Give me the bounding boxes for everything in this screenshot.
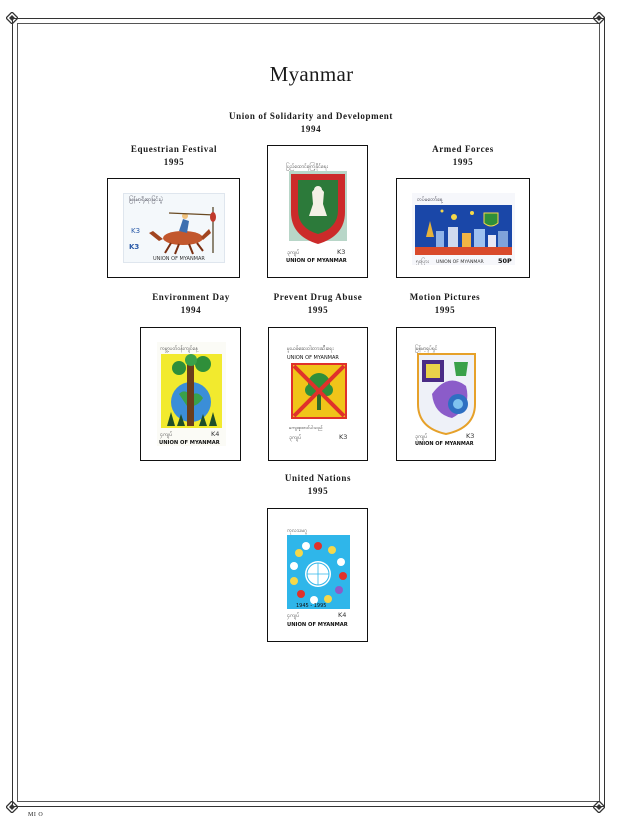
stamp-caption-year: 1995 — [452, 157, 474, 167]
stamp-caption-year: 1995 — [434, 305, 456, 315]
stamp-solidarity — [283, 160, 353, 264]
header-caption-line2: 1994 — [300, 124, 322, 134]
stamp-value-left: K3 — [131, 227, 141, 235]
stamp-motion-pictures — [412, 342, 481, 446]
stamp-mount-solidarity[interactable] — [267, 145, 368, 278]
stamp-value: K3 — [339, 433, 348, 441]
stamp-value-left: ၃ကျပ် — [415, 434, 428, 440]
stamp-caption-title: Armed Forces — [432, 144, 494, 154]
stamp-environment-day — [157, 342, 226, 446]
stamp-caption-title: United Nations — [284, 473, 352, 483]
stamp-mount-prevent-drug-abuse[interactable] — [268, 327, 368, 461]
stamp-value: K3 — [129, 243, 140, 251]
stamp-caption-title: Prevent Drug Abuse — [273, 292, 363, 302]
stamp-mount-united-nations[interactable] — [267, 508, 368, 642]
stamp-value: K4 — [211, 430, 220, 438]
stamp-value-left: ၄ကျပ် — [287, 613, 300, 619]
header-caption-line1: Union of Solidarity and Development — [228, 111, 393, 121]
stamp-script-text: မြန်မာ့ရုပ်ရှင် — [415, 346, 438, 352]
stamp-prevent-drug-abuse — [285, 342, 353, 446]
stamp-script-text: မြန်မာ့ရိုးရာမြင်းပွဲ — [129, 197, 163, 203]
stamp-country: UNION OF MYANMAR — [287, 622, 348, 628]
header-caption — [211, 110, 411, 136]
svg-text:ကျေးဇူးတင်ပါသည်: ကျေးဇူးတင်ပါသည် — [289, 426, 323, 431]
stamp-caption-title: Equestrian Festival — [130, 144, 218, 154]
stamp-caption-year: 1995 — [163, 157, 185, 167]
stamp-mount-motion-pictures[interactable] — [396, 327, 496, 461]
stamp-script-text: တပ်မတော်နေ့ — [417, 197, 443, 203]
stamp-value-left: ၄ကျပ် — [160, 432, 173, 438]
stamp-caption — [131, 291, 251, 317]
stamp-caption-year: 1995 — [307, 486, 329, 496]
stamp-mount-armed-forces[interactable] — [396, 178, 530, 278]
corner-ornament-top-left — [6, 12, 18, 24]
stamp-mount-environment-day[interactable] — [140, 327, 241, 461]
stamp-script-text: ကုလသမဂ္ဂ — [287, 528, 308, 534]
stamp-caption — [258, 291, 378, 317]
stamp-equestrian — [123, 193, 225, 263]
stamp-value-left: ၅၀ပြား — [416, 259, 429, 265]
page-title: Myanmar — [269, 62, 354, 86]
stamp-country: UNION OF MYANMAR — [159, 440, 220, 446]
stamp-caption-year: 1995 — [307, 305, 329, 315]
stamp-value-left: ၃ကျပ် — [289, 435, 302, 441]
stamp-united-nations — [284, 524, 353, 628]
stamp-value: K3 — [466, 432, 475, 440]
stamp-caption-title: Environment Day — [152, 292, 230, 302]
stamp-caption — [258, 472, 378, 498]
stamp-script-text: ကမ္ဘာ့ပတ်ဝန်းကျင်နေ့ — [160, 346, 198, 352]
corner-ornament-bottom-right — [593, 801, 605, 813]
stamp-script-text: မူးယစ်ဆေးဝါးတားဆီးရေး — [287, 346, 334, 352]
stamp-value: K4 — [338, 611, 347, 619]
stamp-value: 50P — [498, 257, 512, 265]
page-code: MI O — [28, 812, 44, 818]
stamp-caption-year: 1994 — [180, 305, 202, 315]
stamp-caption-title: Motion Pictures — [409, 292, 481, 302]
corner-ornament-bottom-left — [6, 801, 18, 813]
stamp-value: K3 — [337, 248, 346, 256]
stamp-country: UNION OF MYANMAR — [436, 260, 484, 265]
stamp-script-text: ပြည်ထောင်စုကြံ့ခိုင်ရေး — [286, 164, 328, 170]
corner-ornament-top-right — [593, 12, 605, 24]
stamp-country: UNION OF MYANMAR — [286, 258, 347, 264]
stamp-armed-forces — [412, 193, 515, 265]
stamp-caption — [385, 291, 505, 317]
stamp-caption — [403, 143, 523, 169]
stamp-years: 1945 - 1995 — [296, 603, 327, 609]
stamp-country: UNION OF MYANMAR — [415, 441, 474, 446]
stamp-country: UNION OF MYANMAR — [287, 355, 339, 361]
stamp-mount-equestrian[interactable] — [107, 178, 240, 278]
stamp-value-left: ၃ကျပ် — [287, 250, 300, 256]
stamp-country: UNION OF MYANMAR — [153, 256, 205, 262]
stamp-caption — [114, 143, 234, 169]
